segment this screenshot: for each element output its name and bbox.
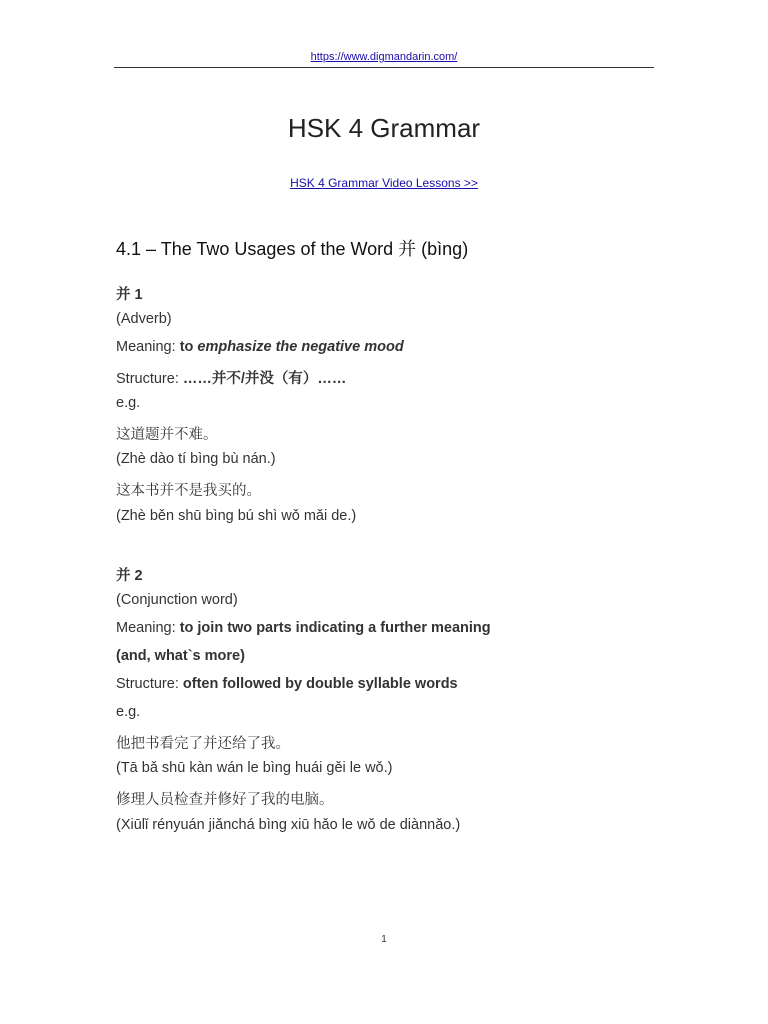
usage1-example2-pinyin: (Zhè běn shū bìng bú shì wǒ mǎi de.) bbox=[116, 508, 357, 524]
usage1-part-of-speech: (Adverb) bbox=[116, 311, 172, 327]
usage1-structure bbox=[116, 367, 346, 388]
site-link[interactable]: https://www.digmandarin.com/ bbox=[310, 51, 458, 63]
usage2-eg-label: e.g. bbox=[116, 704, 141, 720]
usage2-meaning-line2: (and, what`s more) bbox=[116, 648, 245, 664]
usage2-structure bbox=[116, 676, 458, 692]
usage1-example1-pinyin: (Zhè dào tí bìng bù nán.) bbox=[116, 451, 276, 467]
usage1-structure-value: ……并不/并没（有）…… bbox=[182, 371, 347, 387]
usage2-part-of-speech: (Conjunction word) bbox=[116, 592, 238, 608]
usage2-example1-hanzi: 他把书看完了并还给了我。 bbox=[116, 736, 290, 752]
usage1-meaning-label: Meaning: bbox=[116, 339, 180, 355]
usage2-example1-pinyin: (Tā bǎ shū kàn wán le bìng huái gěi le wǒ.) bbox=[116, 760, 393, 776]
page-number: 1 bbox=[381, 934, 387, 945]
usage1-heading: 并 1 bbox=[116, 287, 143, 303]
header-url bbox=[0, 51, 768, 63]
usage2-meaning-value: to join two parts indicating a further meaning bbox=[179, 620, 491, 636]
usage2-meaning bbox=[116, 620, 491, 636]
usage2-structure-value: often followed by double syllable words bbox=[182, 676, 458, 692]
usage1-meaning-to: to bbox=[179, 339, 198, 355]
usage2-example2-hanzi: 修理人员检查并修好了我的电脑。 bbox=[116, 792, 334, 808]
usage2-example2-pinyin: (Xiūlǐ rényuán jiǎnchá bìng xiū hǎo le wǒ de diànnǎo.) bbox=[116, 817, 461, 833]
usage2-structure-label: Structure: bbox=[116, 676, 183, 692]
usage2-meaning-label: Meaning: bbox=[116, 620, 180, 636]
usage1-example2-hanzi: 这本书并不是我买的。 bbox=[116, 483, 261, 499]
usage1-structure-label: Structure: bbox=[116, 371, 183, 387]
page-title: HSK 4 Grammar bbox=[287, 113, 481, 143]
header-divider bbox=[114, 67, 654, 68]
usage2-heading: 并 2 bbox=[116, 568, 143, 584]
video-lessons-link-container bbox=[0, 176, 768, 190]
video-lessons-link[interactable]: HSK 4 Grammar Video Lessons >> bbox=[290, 176, 478, 190]
section-heading: 4.1 – The Two Usages of the Word 并 (bìng) bbox=[116, 239, 469, 259]
usage1-meaning bbox=[116, 339, 404, 355]
usage1-meaning-value: emphasize the negative mood bbox=[197, 339, 404, 355]
usage1-example1-hanzi: 这道题并不难。 bbox=[116, 427, 218, 443]
usage1-eg-label: e.g. bbox=[116, 395, 141, 411]
